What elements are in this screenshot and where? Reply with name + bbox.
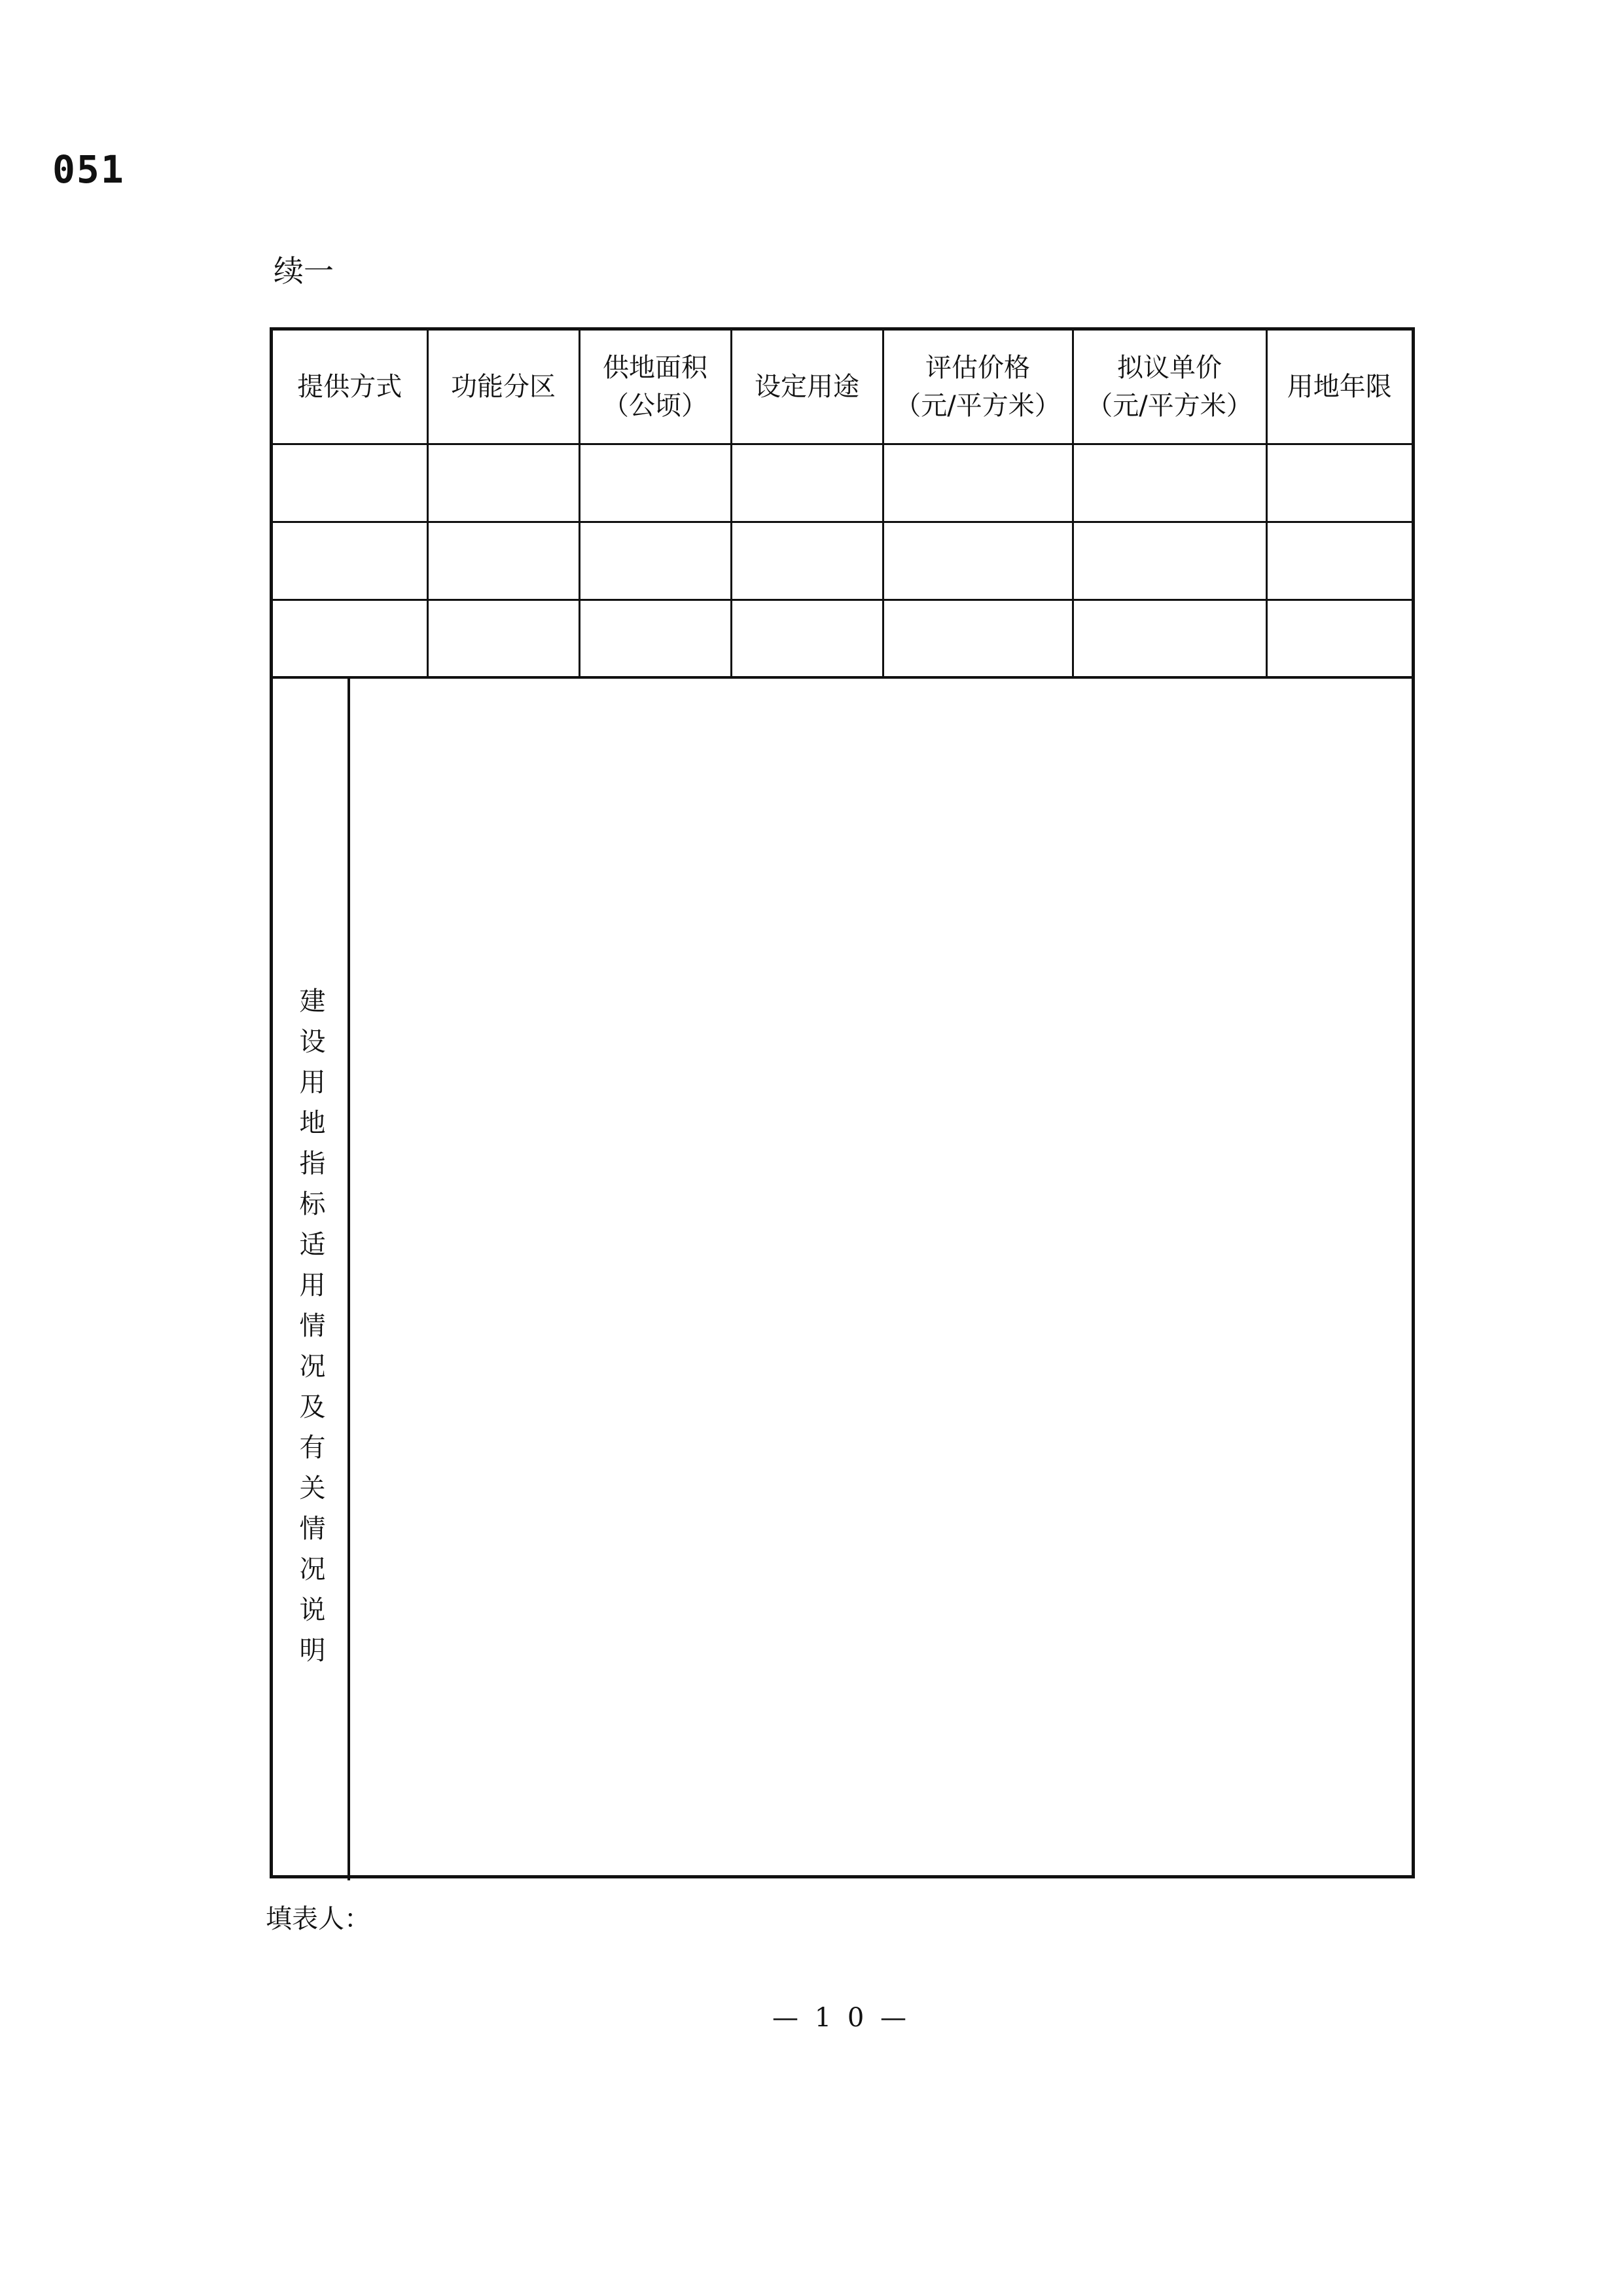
table-cell — [731, 444, 883, 522]
table-cell — [883, 522, 1073, 600]
header-functional-zone: 功能分区 — [427, 331, 579, 444]
explanation-section — [273, 676, 1412, 1880]
table-cell — [883, 600, 1073, 678]
table-cell — [1266, 600, 1412, 678]
explanation-label-cell — [273, 678, 350, 1880]
land-supply-table — [273, 331, 1412, 679]
explanation-label: 建设用地指标适用情况及有关情况说明 — [295, 986, 325, 1677]
form-frame — [270, 327, 1415, 1878]
table-cell — [1073, 444, 1266, 522]
table-header-row — [273, 331, 1412, 444]
table-cell — [427, 522, 579, 600]
table-row — [273, 444, 1412, 522]
table-cell — [273, 522, 427, 600]
table-cell — [273, 600, 427, 678]
header-land-term: 用地年限 — [1266, 331, 1412, 444]
table-cell — [427, 600, 579, 678]
table-cell — [579, 600, 731, 678]
page-number-stamp: 051 — [52, 147, 125, 192]
header-land-area: 供地面积 （公顷） — [579, 331, 731, 444]
footer-page-number: — 1 0 — — [772, 2003, 911, 2033]
table-cell — [1073, 600, 1266, 678]
header-proposed-unit-price: 拟议单价 （元/平方米） — [1073, 331, 1266, 444]
table-cell — [273, 444, 427, 522]
table-cell — [1266, 444, 1412, 522]
header-supply-method: 提供方式 — [273, 331, 427, 444]
table-cell — [883, 444, 1073, 522]
header-designated-use: 设定用途 — [731, 331, 883, 444]
filler-label: 填表人： — [266, 1904, 370, 1934]
table-cell — [427, 444, 579, 522]
table-cell — [579, 522, 731, 600]
table-cell — [731, 600, 883, 678]
table-cell — [1266, 522, 1412, 600]
table-row — [273, 600, 1412, 678]
table-row — [273, 522, 1412, 600]
table-cell — [731, 522, 883, 600]
table-cell — [579, 444, 731, 522]
table-cell — [1073, 522, 1266, 600]
continuation-label: 续一 — [274, 253, 334, 289]
explanation-content-area — [350, 678, 1412, 1880]
header-appraised-price: 评估价格 （元/平方米） — [883, 331, 1073, 444]
